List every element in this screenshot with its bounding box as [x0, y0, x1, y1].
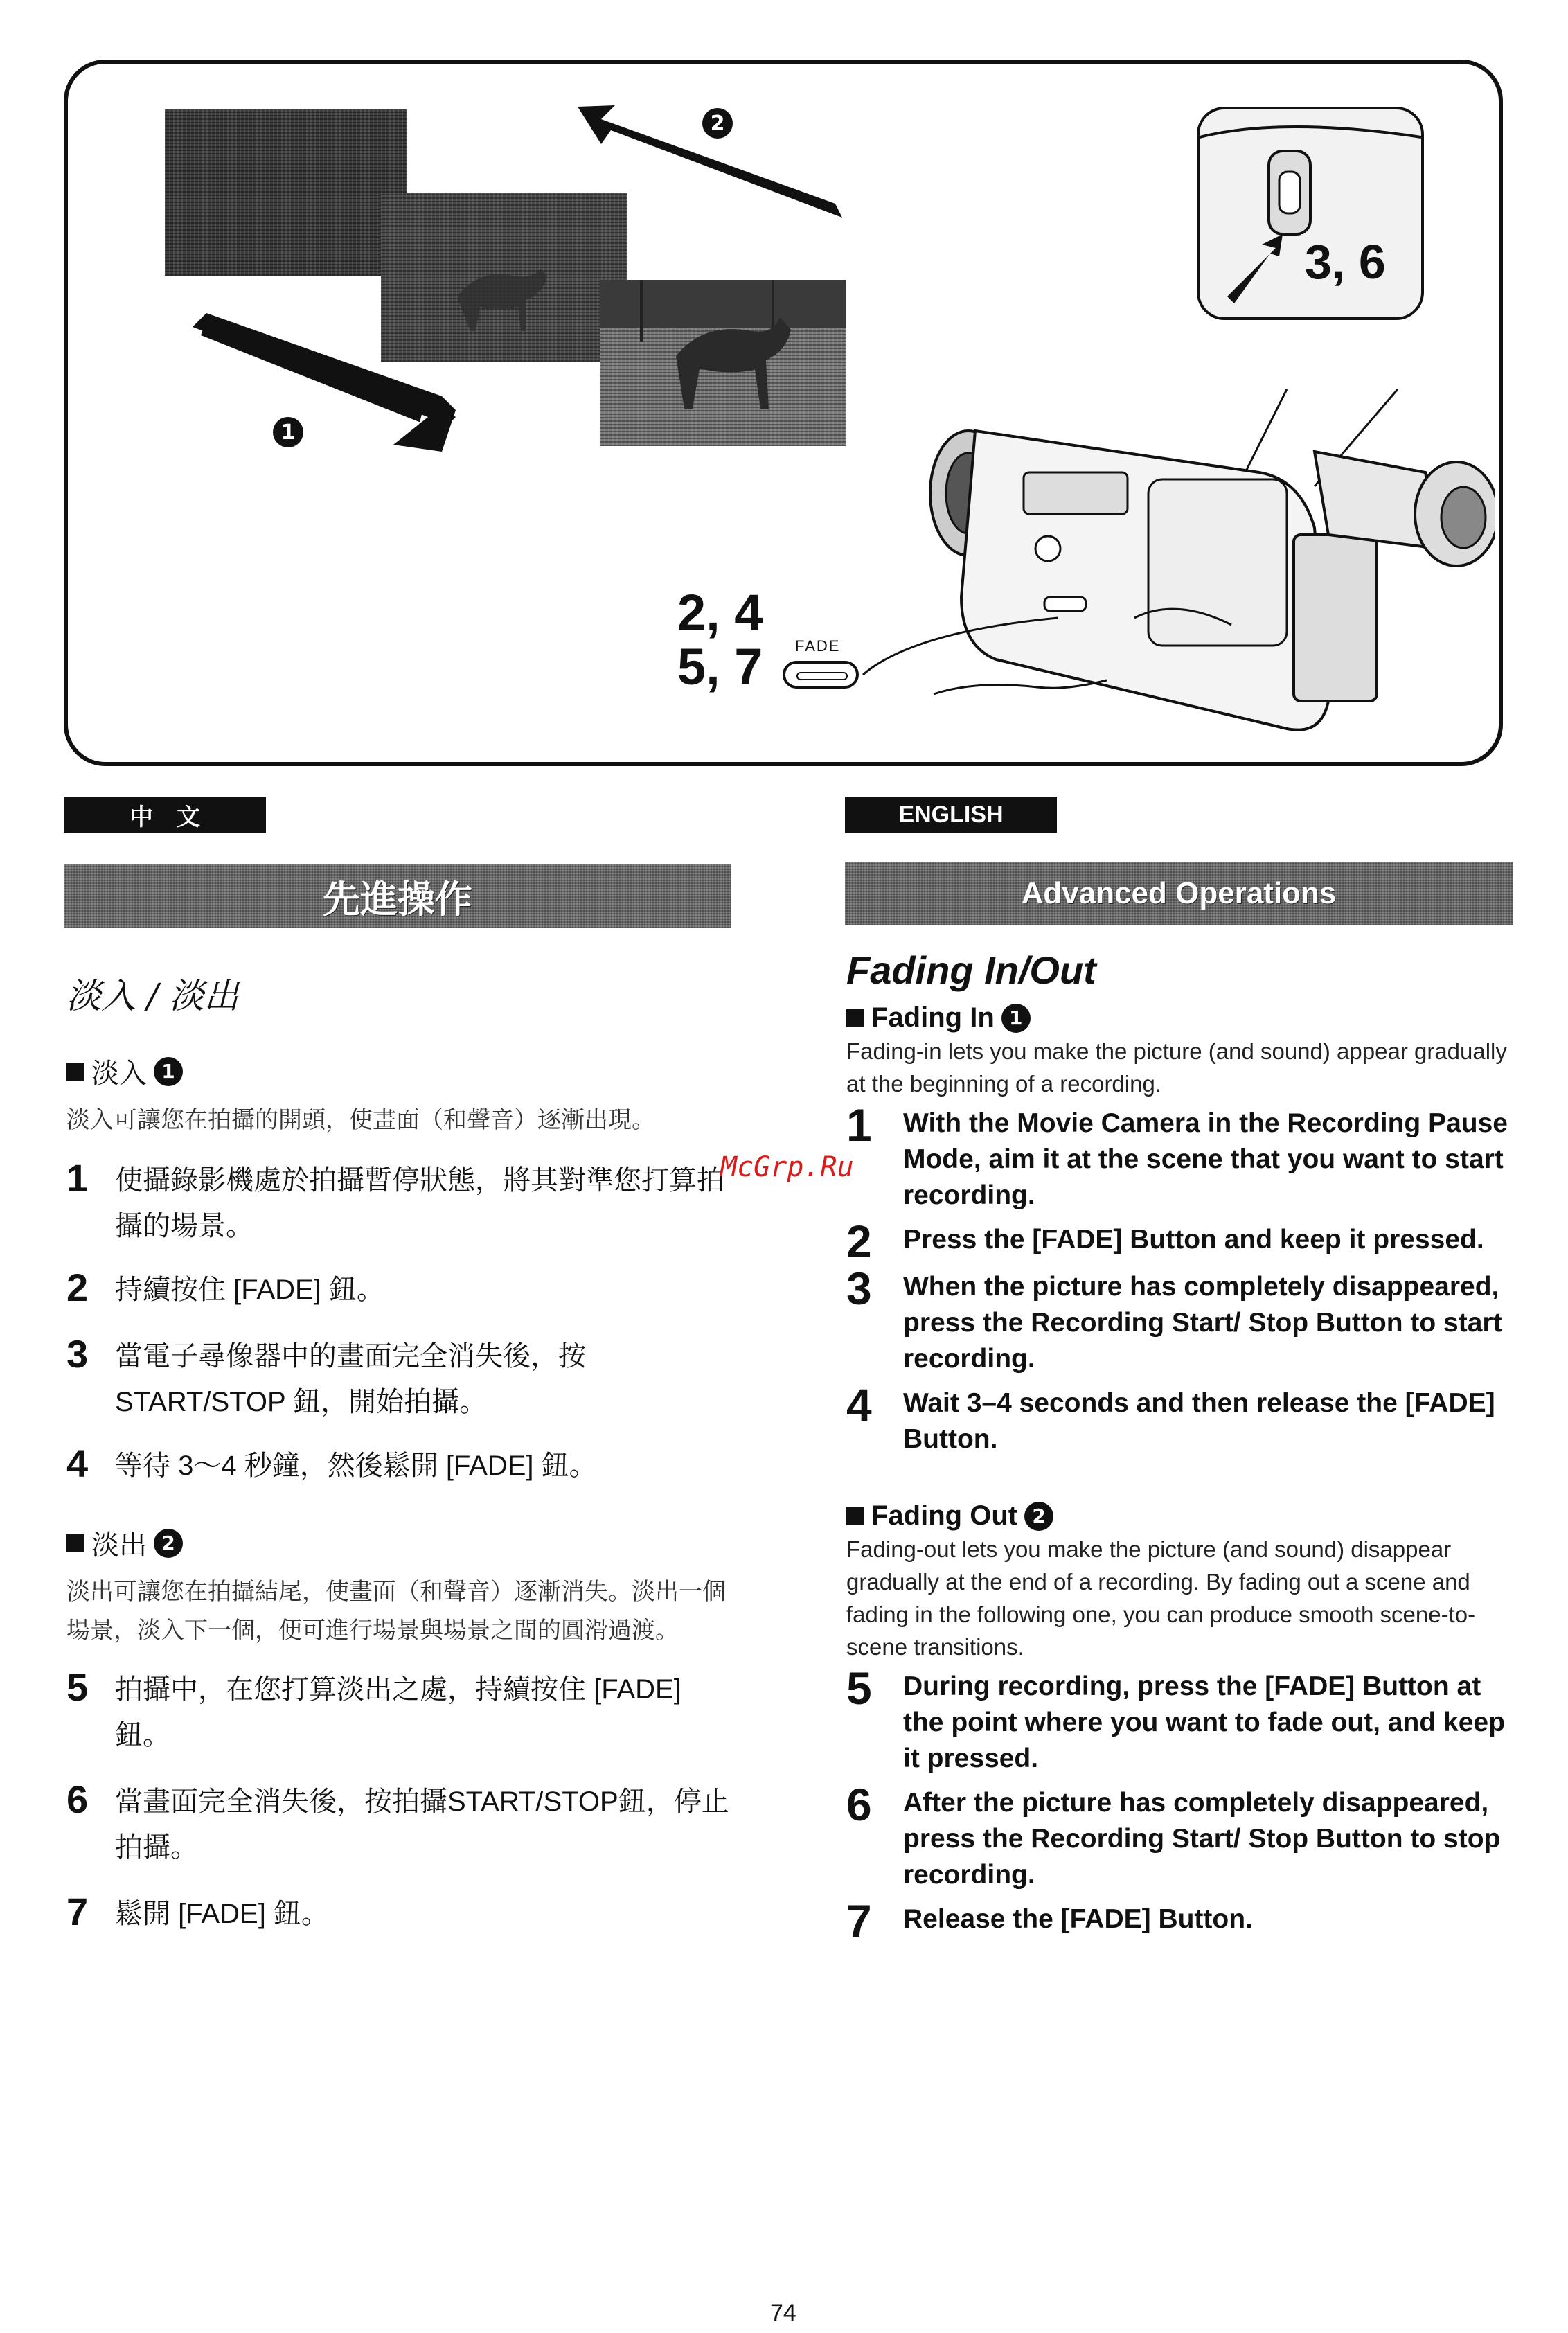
step-number: 6 [66, 1777, 89, 1821]
step-number: 3 [66, 1332, 89, 1376]
english-step-2 [846, 1216, 1511, 1267]
step-text: 當畫面完全消失後，按拍攝START/STOP鈕，停止拍攝。 [115, 1786, 729, 1863]
english-step-6 [846, 1779, 1511, 1893]
english-fade-in-heading [846, 1002, 1511, 1034]
english-fade-out-heading [846, 1500, 1511, 1532]
step-text: 使攝錄影機處於拍攝暫停狀態，將其對準您打算拍攝的場景。 [115, 1165, 724, 1241]
badge-one-icon: 1 [154, 1057, 183, 1086]
english-step-1 [846, 1099, 1511, 1214]
english-fade-out-title: Fading Out [871, 1500, 1018, 1531]
step-number: 4 [66, 1442, 89, 1485]
camcorder-drawing [871, 369, 1495, 756]
step-number: 1 [846, 1099, 872, 1151]
square-bullet-icon [846, 1507, 864, 1525]
fade-button-leader-line [857, 611, 1065, 694]
step-text: 當電子尋像器中的畫面完全消失後，按 START/STOP 鈕，開始拍攝。 [115, 1341, 586, 1417]
english-section-banner: Advanced Operations [845, 862, 1513, 925]
english-heading: Fading In/Out [846, 948, 1096, 992]
fade-button[interactable] [783, 661, 859, 689]
badge-two-icon: 2 [154, 1529, 183, 1558]
english-step-5 [846, 1662, 1511, 1777]
chinese-step-7 [66, 1891, 731, 1937]
page-number: 74 [770, 2300, 796, 2326]
chinese-section-banner: 先進操作 [64, 864, 731, 928]
square-bullet-icon [66, 1534, 84, 1552]
step-number: 2 [846, 1216, 872, 1267]
step-text: Press the [FADE] Button and keep it pressed. [903, 1225, 1484, 1254]
fade-out-badge: 2 [702, 108, 733, 139]
step-text: With the Movie Camera in the Recording Pause Mode, aim it at the scene that you want to start recording. [903, 1108, 1508, 1210]
step-label-3-6: 3, 6 [1301, 234, 1390, 290]
step-text: After the picture has completely disappeared, press the Recording Start/ Stop Button to stop recording. [903, 1788, 1501, 1890]
step-number: 7 [66, 1890, 89, 1933]
chinese-fade-out-title: 淡出 [91, 1530, 147, 1561]
fade-button-label: FADE [795, 637, 841, 655]
chinese-step-5 [66, 1667, 731, 1758]
chinese-step-6 [66, 1779, 731, 1870]
english-column [846, 948, 1511, 1946]
fade-button-slot [796, 672, 848, 680]
chinese-step-4 [66, 1443, 731, 1489]
english-fade-in-description: Fading-in lets you make the picture (and sound) appear gradually at the beginning of a recording. [846, 1038, 1507, 1097]
chinese-fade-in-title: 淡入 [91, 1058, 147, 1089]
step-number: 5 [846, 1662, 872, 1714]
step-text: 拍攝中，在您打算淡出之處，持續按住 [FADE] 鈕。 [115, 1674, 681, 1750]
step-number: 6 [846, 1779, 872, 1830]
english-step-7 [846, 1895, 1511, 1946]
chinese-column [66, 968, 731, 1937]
chinese-fade-in-heading [66, 1052, 731, 1091]
fade-direction-arrows [68, 64, 899, 493]
chinese-step-2 [66, 1267, 731, 1313]
step-text: Release the [FADE] Button. [903, 1904, 1253, 1934]
badge-one-icon: 1 [1001, 1004, 1031, 1033]
site-watermark: McGrp.Ru [720, 1151, 854, 1183]
step-label-2-4: 2, 4 [677, 584, 763, 641]
step-text: 鬆開 [FADE] 鈕。 [115, 1899, 329, 1929]
step-number: 2 [66, 1266, 89, 1309]
chinese-fade-out-heading [66, 1523, 731, 1563]
square-bullet-icon [846, 1009, 864, 1027]
step-number: 5 [66, 1665, 89, 1709]
chinese-step-1 [66, 1157, 731, 1249]
step-number: 1 [66, 1156, 89, 1200]
step-number: 4 [846, 1379, 872, 1430]
fade-in-badge: 1 [273, 417, 303, 447]
step-text: During recording, press the [FADE] Button at the point where you want to fade out, and keep it pressed. [903, 1671, 1505, 1773]
chinese-fade-in-description: 淡入可讓您在拍攝的開頭，使畫面（和聲音）逐漸出現。 [66, 1107, 655, 1133]
chinese-heading: 淡入 / 淡出 [66, 976, 239, 1016]
step-number: 7 [846, 1895, 872, 1946]
english-fade-in-steps [846, 1099, 1511, 1457]
step-text: 持續按住 [FADE] 鈕。 [115, 1275, 384, 1305]
badge-two-icon: 2 [1024, 1502, 1053, 1531]
english-step-4 [846, 1379, 1511, 1457]
step-label-5-7: 5, 7 [677, 638, 763, 695]
english-fade-in-title: Fading In [871, 1002, 995, 1033]
english-step-3 [846, 1263, 1511, 1377]
square-bullet-icon [66, 1063, 84, 1081]
english-fade-out-steps [846, 1662, 1511, 1946]
step-text: Wait 3–4 seconds and then release the [FADE] Button. [903, 1388, 1495, 1454]
chinese-step-3 [66, 1333, 731, 1425]
step-text: 等待 3～4 秒鐘，然後鬆開 [FADE] 鈕。 [115, 1451, 597, 1481]
chinese-language-tag: 中 文 [64, 797, 266, 833]
fade-illustration [64, 60, 1503, 766]
chinese-fade-in-steps [66, 1157, 731, 1489]
english-language-tag: ENGLISH [845, 797, 1057, 833]
english-fade-out-description: Fading-out lets you make the picture (and sound) disappear gradually at the end of a recording. By fading out a scene and fading in the following one, you can produce smooth scene-to-scene transitions. [846, 1536, 1476, 1660]
step-number: 3 [846, 1263, 872, 1314]
chinese-fade-out-description: 淡出可讓您在拍攝結尾，使畫面（和聲音）逐漸消失。淡出一個場景，淡入下一個，便可進行場景與場景之間的圓滑過渡。 [66, 1579, 726, 1644]
step-text: When the picture has completely disappeared, press the Recording Start/ Stop Button to start recording. [903, 1272, 1502, 1374]
chinese-fade-out-steps [66, 1667, 731, 1937]
